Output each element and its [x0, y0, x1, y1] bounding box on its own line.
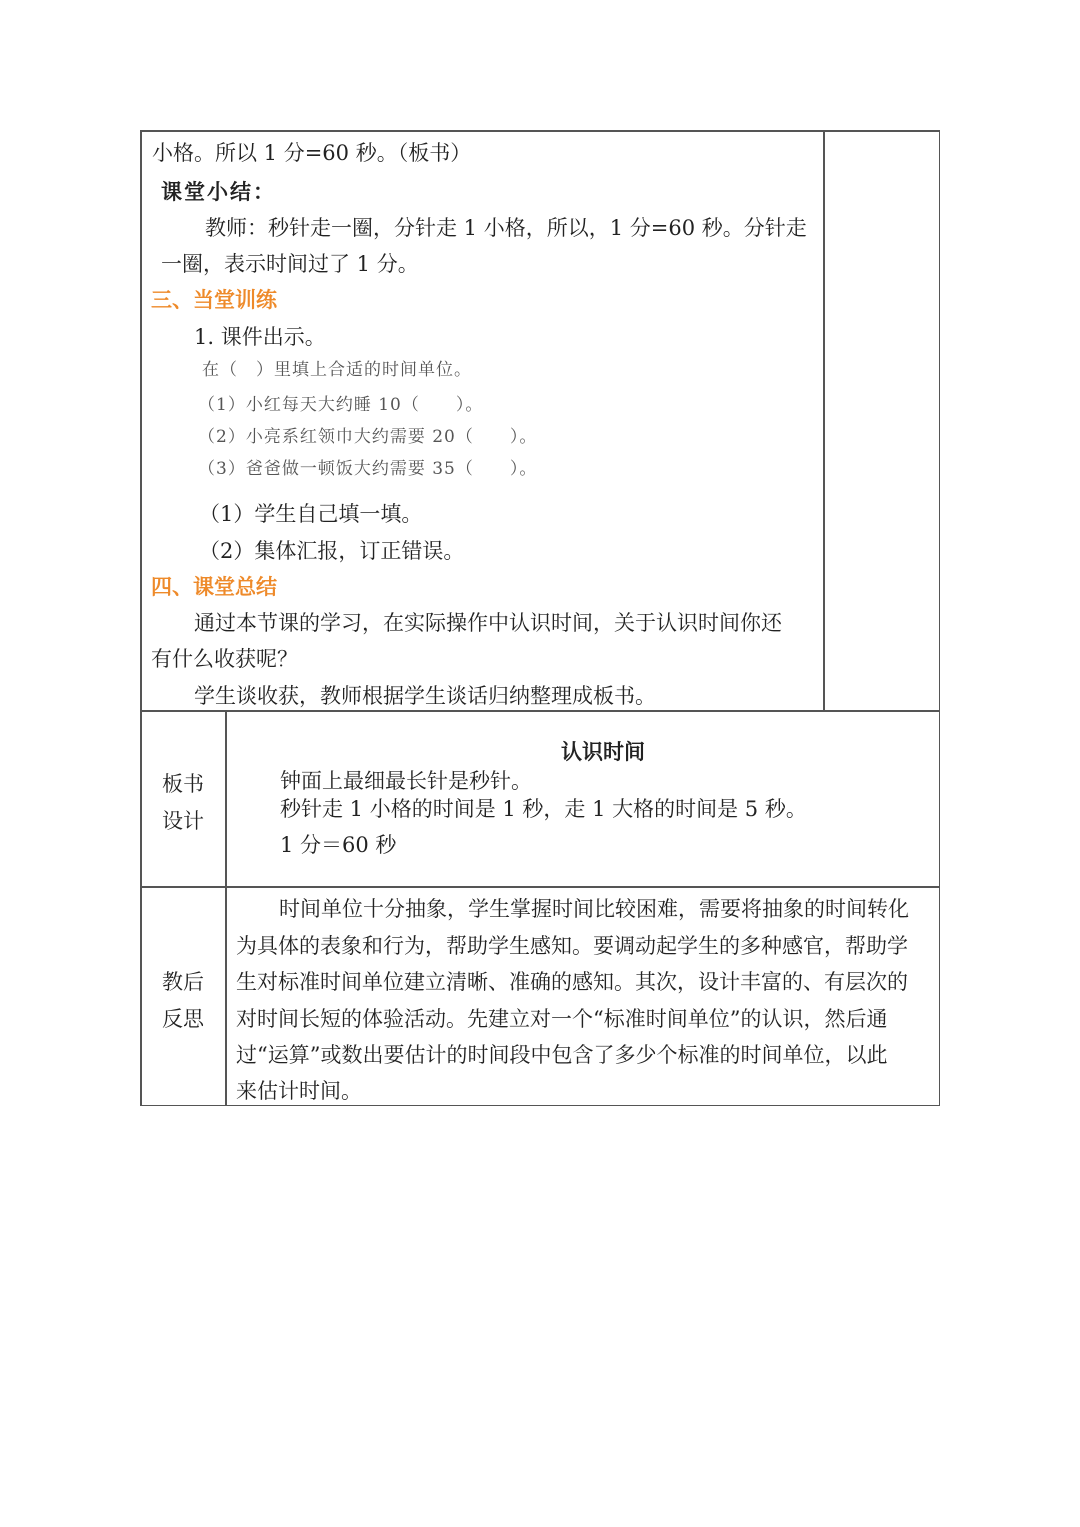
column-divider-labels	[225, 710, 227, 1106]
column-divider-notes	[823, 130, 825, 711]
board-design-label-2: 设计	[162, 809, 204, 833]
exercise-question-2: （2）小亮系红领巾大约需要 20（ ）。	[198, 427, 538, 447]
reflection-line-3: 生对标准时间单位建立清晰、准确的感知。其次，设计丰富的、有层次的	[236, 970, 908, 994]
board-design-label-1: 板书	[162, 772, 204, 796]
board-design-line-1: 钟面上最细最长针是秒针。	[280, 769, 532, 793]
table-border-left	[140, 130, 142, 1106]
conclusion-line-3: 学生谈收获，教师根据学生谈话归纳整理成板书。	[194, 684, 656, 708]
exercise-question-3: （3）爸爸做一顿饭大约需要 35（ ）。	[198, 459, 538, 479]
summary-heading: 课堂小结：	[161, 179, 276, 204]
summary-paragraph-line1: 教师：秒针走一圈，分针走 1 小格，所以，1 分=60 秒。分针走	[205, 216, 807, 240]
table-border-right	[939, 130, 941, 1106]
board-design-line-2: 秒针走 1 小格的时间是 1 秒，走 1 大格的时间是 5 秒。	[280, 797, 807, 821]
step-1: （1）学生自己填一填。	[199, 502, 423, 526]
reflection-line-5: 过“运算”或数出要估计的时间段中包含了多少个标准的时间单位，以此	[236, 1043, 888, 1067]
reflection-label-2: 反思	[162, 1007, 204, 1031]
text-line-top: 小格。所以 1 分=60 秒。（板书）	[152, 141, 472, 165]
reflection-line-1: 时间单位十分抽象，学生掌握时间比较困难，需要将抽象的时间转化	[279, 897, 909, 921]
table-border-bottom	[140, 1105, 940, 1107]
courseware-item: 1. 课件出示。	[194, 325, 326, 349]
row-divider-board	[140, 710, 940, 712]
section-three-heading: 三、当堂训练	[151, 288, 277, 312]
reflection-line-6: 来估计时间。	[236, 1079, 362, 1103]
row-divider-reflection	[140, 886, 940, 888]
reflection-line-2: 为具体的表象和行为，帮助学生感知。要调动起学生的多种感官，帮助学	[236, 934, 908, 958]
conclusion-line-2: 有什么收获呢？	[151, 647, 298, 671]
conclusion-line-1: 通过本节课的学习，在实际操作中认识时间，关于认识时间你还	[194, 611, 782, 635]
section-four-heading: 四、课堂总结	[151, 575, 277, 599]
board-design-line-3: 1 分＝60 秒	[280, 833, 397, 857]
reflection-label-1: 教后	[162, 970, 204, 994]
step-2: （2）集体汇报，订正错误。	[199, 539, 465, 563]
exercise-prompt: 在（ ）里填上合适的时间单位。	[202, 360, 472, 380]
exercise-question-1: （1）小红每天大约睡 10（ ）。	[198, 395, 484, 415]
table-border-top	[140, 130, 940, 132]
reflection-line-4: 对时间长短的体验活动。先建立对一个“标准时间单位”的认识，然后通	[236, 1007, 888, 1031]
summary-paragraph-line2: 一圈，表示时间过了 1 分。	[161, 252, 419, 276]
board-design-title: 认识时间	[561, 740, 645, 764]
